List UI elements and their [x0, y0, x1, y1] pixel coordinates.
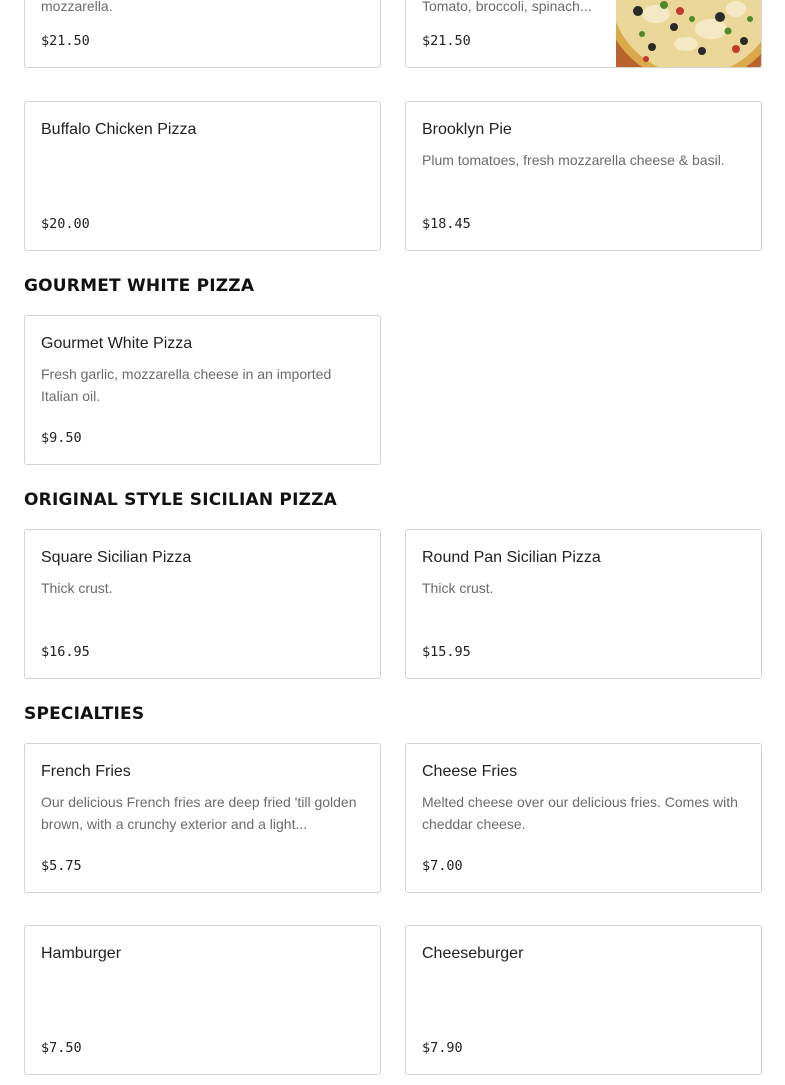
item-price: $5.75: [41, 858, 82, 874]
menu-item-card[interactable]: [24, 315, 381, 465]
item-price: $18.45: [422, 216, 471, 232]
item-description: Melted cheese over our delicious fries. Comes with cheddar cheese.: [422, 794, 738, 832]
item-description: mozzarella.: [41, 0, 113, 14]
item-name: Round Pan Sicilian Pizza: [422, 549, 601, 566]
item-name: Cheeseburger: [422, 945, 524, 962]
section-title: ORIGINAL STYLE SICILIAN PIZZA: [24, 490, 338, 510]
item-description: Tomato, broccoli, spinach...: [422, 0, 592, 14]
item-description: Thick crust.: [41, 580, 113, 596]
menu-item-card[interactable]: [24, 743, 381, 893]
item-name: Square Sicilian Pizza: [41, 549, 192, 566]
item-price: $20.00: [41, 216, 90, 232]
menu-item-card[interactable]: [405, 529, 762, 679]
item-price: $7.90: [422, 1040, 463, 1056]
item-description: Our delicious French fries are deep fried 'till golden brown, with a crunchy exterior and a light...: [41, 794, 357, 832]
menu-item-card[interactable]: [405, 0, 762, 68]
item-price: $7.00: [422, 858, 463, 874]
menu-item-card[interactable]: [24, 0, 381, 68]
item-price: $7.50: [41, 1040, 82, 1056]
item-name: Buffalo Chicken Pizza: [41, 121, 197, 138]
menu-item-card[interactable]: [24, 101, 381, 251]
menu-item-card[interactable]: [405, 925, 762, 1075]
menu-item-card[interactable]: [24, 925, 381, 1075]
item-description: Plum tomatoes, fresh mozzarella cheese & basil.: [422, 152, 725, 168]
section-title: SPECIALTIES: [24, 704, 145, 724]
item-price: $9.50: [41, 430, 82, 446]
menu-item-card[interactable]: [405, 101, 762, 251]
item-price: $21.50: [41, 33, 90, 49]
pizza-photo: [616, 0, 761, 67]
item-name: Cheese Fries: [422, 763, 518, 780]
item-name: French Fries: [41, 763, 131, 780]
menu-item-card[interactable]: [405, 743, 762, 893]
item-name: Gourmet White Pizza: [41, 335, 193, 352]
item-description: Thick crust.: [422, 580, 494, 596]
item-price: $15.95: [422, 644, 471, 660]
item-price: $16.95: [41, 644, 90, 660]
section-title: GOURMET WHITE PIZZA: [24, 276, 255, 296]
item-name: Hamburger: [41, 945, 122, 962]
item-description: Fresh garlic, mozzarella cheese in an imported Italian oil.: [41, 366, 332, 404]
menu-item-card[interactable]: [24, 529, 381, 679]
item-name: Brooklyn Pie: [422, 121, 512, 138]
item-price: $21.50: [422, 33, 471, 49]
